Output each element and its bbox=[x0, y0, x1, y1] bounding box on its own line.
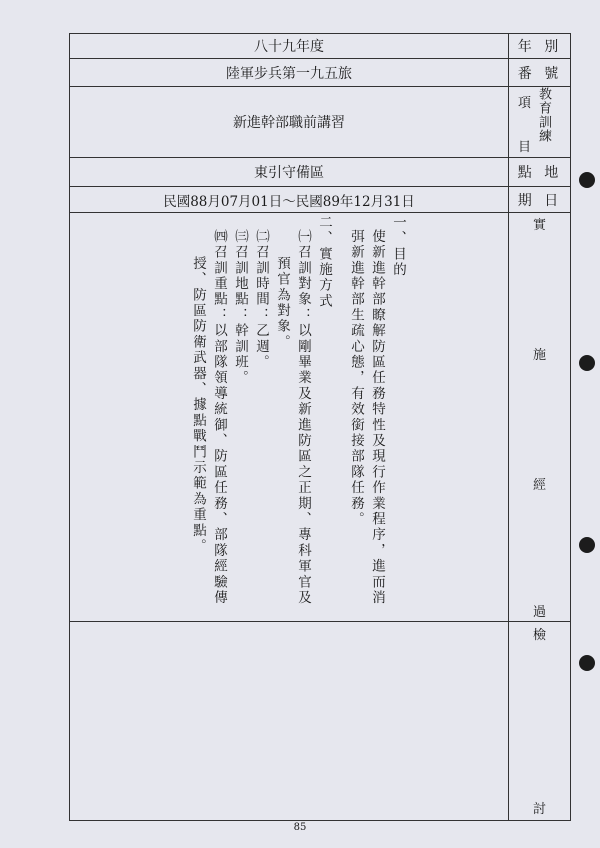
period-value: 民國88月07月01日～民國89年12月31日 bbox=[163, 193, 415, 210]
item-label-b: 目 bbox=[518, 140, 532, 155]
punch-hole bbox=[579, 655, 595, 671]
body-column-5: ㈠召訓對象：以剛畢業及新進防區之正期、專科軍官及 bbox=[295, 229, 311, 606]
place-value: 東引守備區 bbox=[254, 165, 324, 181]
period-label: 期 日 bbox=[517, 192, 563, 209]
body-column-7: ㈡召訓時間：乙週。 bbox=[253, 229, 269, 371]
year-label: 年 別 bbox=[517, 39, 563, 55]
item-label-a: 項 bbox=[518, 96, 532, 111]
item-value: 新進幹部職前講習 bbox=[233, 115, 345, 131]
place-label: 點 地 bbox=[517, 165, 563, 181]
punch-hole bbox=[579, 172, 595, 188]
process-label-3: 經 bbox=[533, 478, 547, 493]
body-column-9: ㈣召訓重點：以部隊領導統御、防區任務、部隊經驗傳 bbox=[211, 229, 227, 606]
process-label-1: 實 bbox=[533, 218, 547, 233]
review-label-2: 討 bbox=[533, 802, 547, 817]
punch-hole bbox=[579, 537, 595, 553]
page-number: 85 bbox=[293, 822, 307, 833]
body-column-2: 使新進幹部瞭解防區任務特性及現行作業程序，進而消 bbox=[369, 229, 385, 606]
body-column-1: 一、目的 bbox=[390, 215, 406, 278]
body-column-10: 授、防區防衛武器、據點戰鬥示範為重點。 bbox=[190, 256, 206, 555]
review-label-1: 檢 bbox=[533, 628, 547, 643]
label-column-divider bbox=[508, 34, 509, 820]
body-column-8: ㈢召訓地點：幹訓班。 bbox=[232, 229, 248, 386]
body-column-6: 預官為對象。 bbox=[274, 256, 290, 351]
unit-value: 陸軍步兵第一九五旅 bbox=[226, 65, 352, 82]
item-label-c: 教育訓練 bbox=[536, 87, 551, 143]
year-value: 八十九年度 bbox=[254, 39, 324, 55]
process-label-4: 過 bbox=[533, 605, 547, 620]
unit-label: 番 號 bbox=[517, 65, 563, 82]
row-divider bbox=[70, 621, 570, 622]
punch-hole bbox=[579, 355, 595, 371]
body-column-3: 弭新進幹部生疏心態，有效銜接部隊任務。 bbox=[348, 229, 364, 528]
body-column-4: 二、實施方式 bbox=[316, 215, 332, 310]
process-label-2: 施 bbox=[533, 348, 547, 363]
report-form bbox=[69, 33, 571, 821]
row-divider bbox=[70, 212, 570, 213]
